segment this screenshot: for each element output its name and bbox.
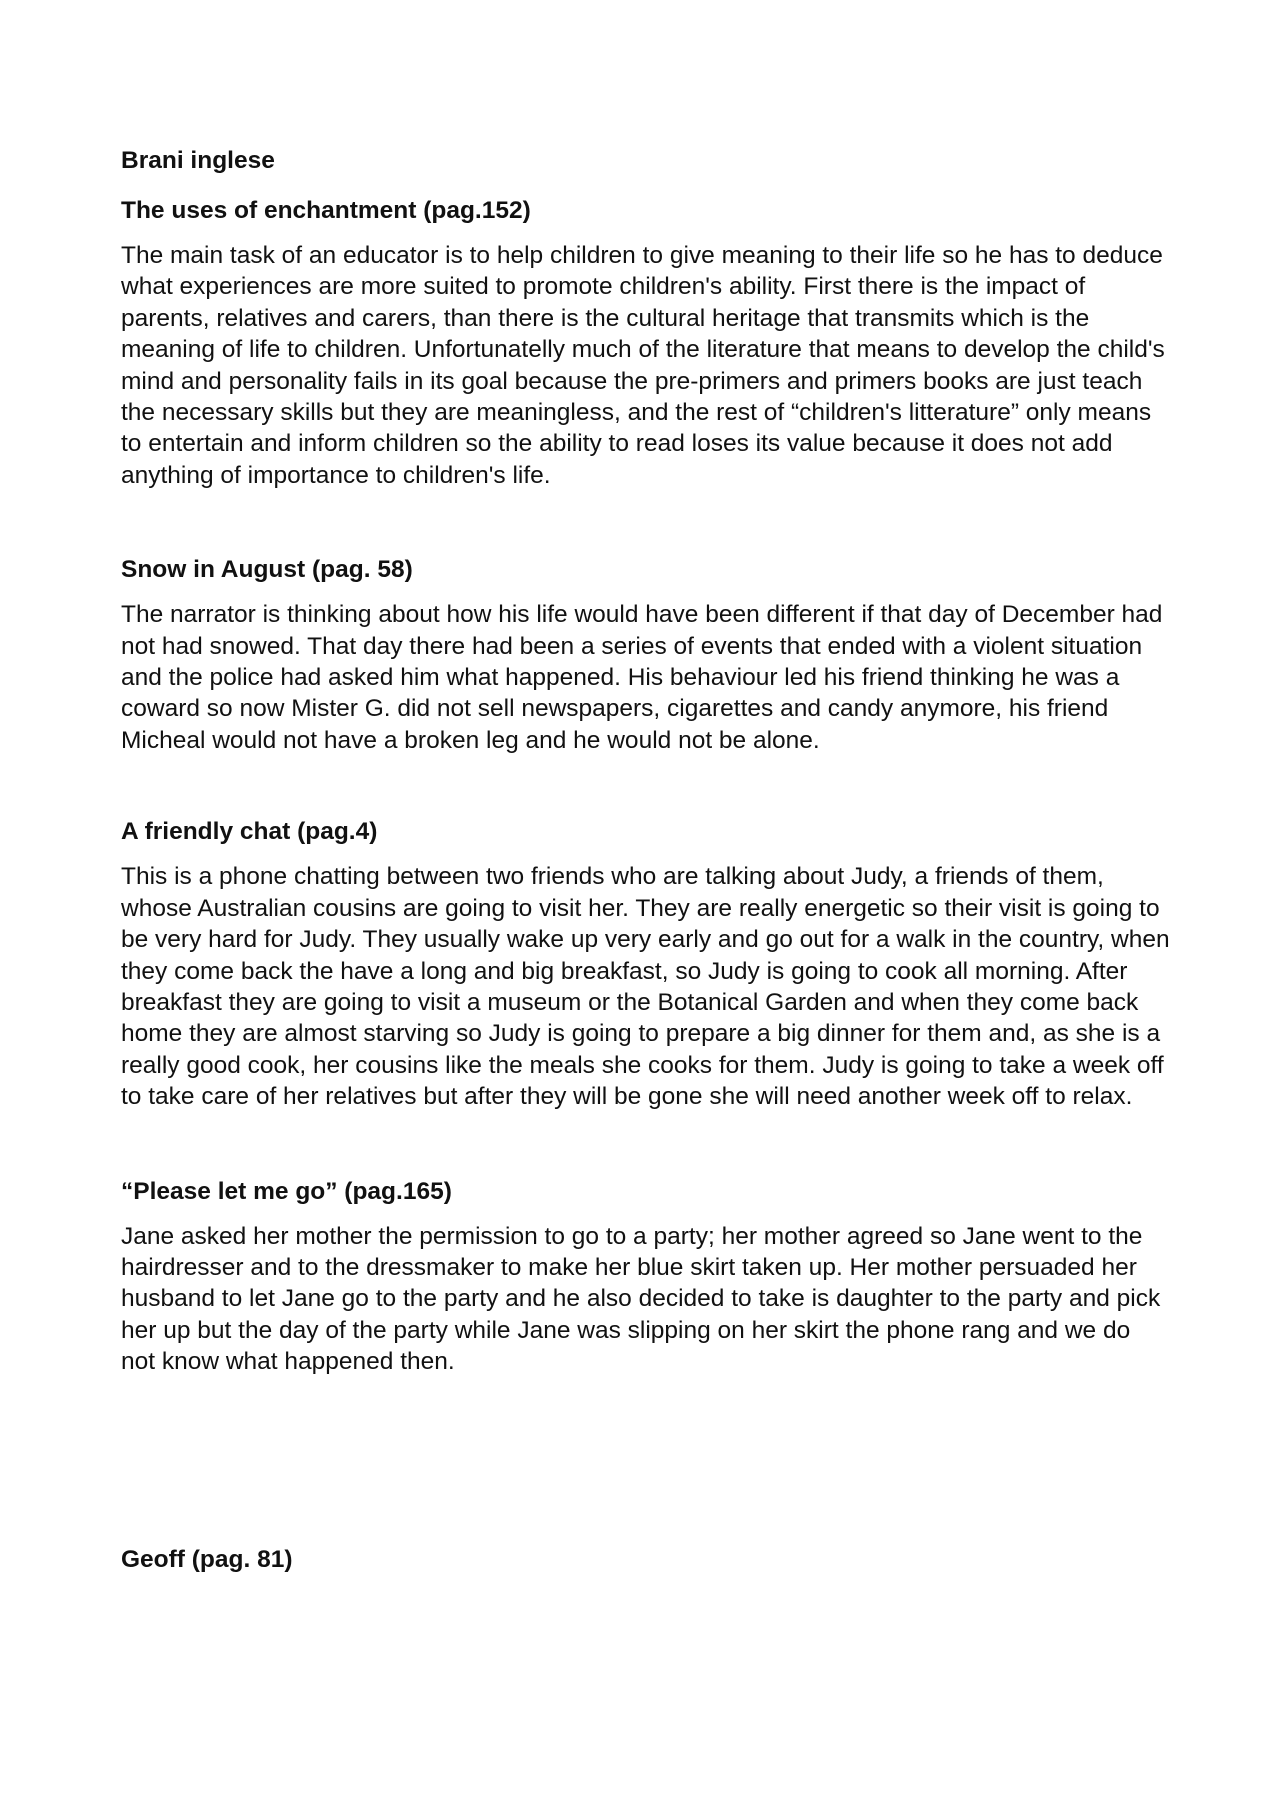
- section-paragraph: The main task of an educator is to help children to give meaning to their life so he has to deduce what experiences are more suited to promote children's ability. First there is the impact of parents, relatives and carers, than there is the cultural heritage that transmits which is the meaning of life to children. Unfortunatelly much of the literature that means to develop the child's mind and personality fails in its goal because the pre-primers and primers books are just teach the necessary skills but they are meaningless, and the rest of “children's litterature” only means to entertain and inform children so the ability to read loses its value because it does not add anything of importance to children's life.: [121, 242, 1165, 489]
- section-please-let-me-go: [121, 1177, 1171, 1378]
- section-heading: The uses of enchantment (pag.152): [121, 197, 531, 224]
- section-snow-in-august: [121, 555, 1171, 756]
- document-title: Brani inglese: [121, 147, 275, 174]
- document-page: [121, 146, 1171, 1589]
- section-heading: Snow in August (pag. 58): [121, 556, 413, 584]
- section-heading: A friendly chat (pag.4): [121, 818, 378, 846]
- section-heading: “Please let me go” (pag.165): [121, 1177, 452, 1205]
- section-paragraph: Jane asked her mother the permission to go to a party; her mother agreed so Jane went to the hairdresser and to the dressmaker to make her blue skirt taken up. Her mother persuaded her husband to let Jane go to the party and he also decided to take is daughter to the party and pick her up but the day of the party while Jane was slipping on her skirt the phone rang and we do not know what happened then.: [121, 1222, 1161, 1376]
- section-geoff: [121, 1545, 1171, 1575]
- section-uses-of-enchantment: [121, 196, 1171, 491]
- section-friendly-chat: [121, 817, 1171, 1112]
- section-paragraph: This is a phone chatting between two friends who are talking about Judy, a friends of them, whose Australian cousins are going to visit her. They are really energetic so their visit is going to be very hard for Judy. They usually wake up very early and go out for a walk in the country, when they come back the have a long and big breakfast, so Judy is going to cook all morning. After breakfast they are going to visit a museum or the Botanical Garden and when they come back home they are almost starving so Judy is going to prepare a big dinner for them and, as she is a really good cook, her cousins like the meals she cooks for them. Judy is going to take a week off to take care of her relatives but after they will be gone she will need another week off to relax.: [121, 863, 1170, 1111]
- section-heading: Geoff (pag. 81): [121, 1545, 293, 1573]
- section-paragraph: The narrator is thinking about how his life would have been different if that day of December had not had snowed. That day there had been a series of events that ended with a violent situation and the police had asked him what happened. His behaviour led his friend thinking he was a coward so now Mister G. did not sell newspapers, cigarettes and candy anymore, his friend Micheal would not have a broken leg and he would not be alone.: [121, 601, 1163, 754]
